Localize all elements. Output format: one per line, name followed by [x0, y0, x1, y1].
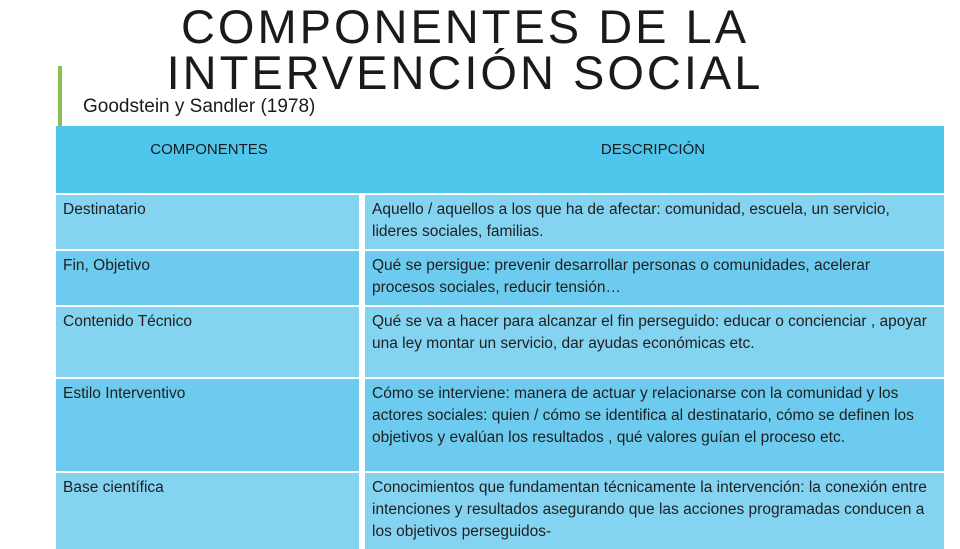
title-accent-bar: [58, 66, 62, 132]
description-cell: Aquello / aquellos a los que ha de afectar: comunidad, escuela, un servicio, lideres sociales, familias.: [362, 194, 944, 250]
description-cell: Conocimientos que fundamentan técnicamente la intervención: la conexión entre intenciones y resultados asegurando que las acciones programadas conducen a los objetivos perseguidos-: [362, 472, 944, 549]
component-cell: Destinatario: [56, 194, 362, 250]
table-row: [56, 306, 944, 378]
table-row: [56, 194, 944, 250]
table-row: [56, 472, 944, 549]
column-header-components: COMPONENTES: [56, 126, 362, 194]
description-cell: Qué se persigue: prevenir desarrollar personas o comunidades, acelerar procesos sociales, reducir tensión…: [362, 250, 944, 306]
component-cell: Fin, Objetivo: [56, 250, 362, 306]
component-cell: Base científica: [56, 472, 362, 549]
column-header-description: DESCRIPCIÓN: [362, 126, 944, 194]
page-title: [100, 0, 830, 99]
description-cell: Qué se va a hacer para alcanzar el fin perseguido: educar o concienciar , apoyar una ley montar un servicio, dar ayudas económicas etc.: [362, 306, 944, 378]
component-cell: Estilo Interventivo: [56, 378, 362, 472]
table-row: [56, 250, 944, 306]
page-subtitle: Goodstein y Sandler (1978): [83, 96, 316, 117]
page-title-line-1: COMPONENTES DE LA: [180, 0, 750, 53]
description-cell: Cómo se interviene: manera de actuar y relacionarse con la comunidad y los actores sociales: quien / cómo se identifica al destinatario, cómo se definen los objetivos y evalúan los resultados , qué valores guían el proceso etc.: [362, 378, 944, 472]
table-row: [56, 378, 944, 472]
components-table: [56, 126, 944, 549]
page-title-line-2: INTERVENCIÓN SOCIAL: [166, 46, 764, 99]
table-header-row: [56, 126, 944, 194]
component-cell: Contenido Técnico: [56, 306, 362, 378]
